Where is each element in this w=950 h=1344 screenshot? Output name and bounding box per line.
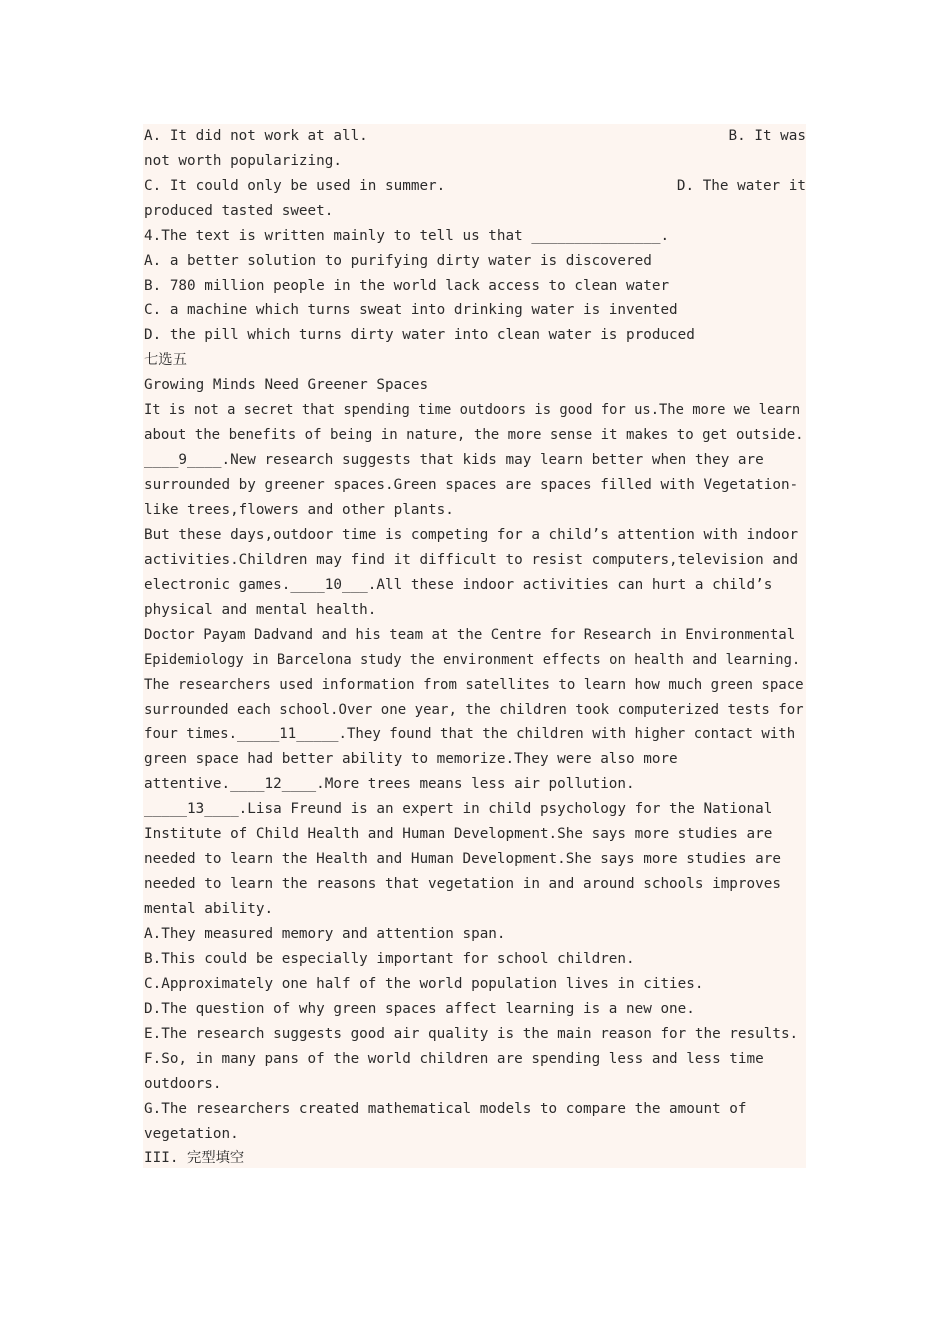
choice-g-cont: vegetation. bbox=[144, 1126, 239, 1142]
option-line: C. a machine which turns sweat into drinking water is invented bbox=[144, 302, 678, 318]
choice-f-cont: outdoors. bbox=[144, 1076, 222, 1092]
choice-c: C.Approximately one half of the world population lives in cities. bbox=[144, 976, 704, 992]
passage-line: attentive.____12____.More trees means less air pollution. bbox=[144, 776, 635, 792]
passage-line: like trees,flowers and other plants. bbox=[144, 502, 454, 518]
passage-line: about the benefits of being in nature, the more sense it makes to get outside. bbox=[144, 427, 804, 443]
option-row-cd bbox=[144, 174, 806, 199]
passage-line: The researchers used information from satellites to learn how much green space bbox=[144, 677, 804, 693]
passage-line: needed to learn the Health and Human Development.She says more studies are bbox=[144, 851, 781, 867]
text-line: not worth popularizing. bbox=[144, 153, 342, 169]
passage-line: It is not a secret that spending time outdoors is good for us.The more we learn bbox=[144, 402, 801, 418]
option-row-ab bbox=[144, 124, 806, 149]
passage-line: needed to learn the reasons that vegetation in and around schools improves bbox=[144, 876, 781, 892]
passage-line: surrounded each school.Over one year, the children took computerized tests for bbox=[144, 702, 804, 718]
passage-line: mental ability. bbox=[144, 901, 274, 917]
passage-line: surrounded by greener spaces.Green spaces are spaces filled with Vegetation- bbox=[144, 477, 799, 493]
section-heading: 七选五 bbox=[144, 352, 187, 368]
option-d: D. The water it bbox=[676, 178, 806, 194]
passage-line: green space had better ability to memorize.They were also more bbox=[144, 751, 678, 767]
choice-d: D.The question of why green spaces affect learning is a new one. bbox=[144, 1001, 695, 1017]
choice-a: A.They measured memory and attention span. bbox=[144, 926, 506, 942]
option-line: A. a better solution to purifying dirty water is discovered bbox=[144, 253, 652, 269]
passage-line: But these days,outdoor time is competing for a child’s attention with indoor bbox=[144, 527, 799, 543]
passage-line: ____9____.New research suggests that kids may learn better when they are bbox=[144, 452, 764, 468]
passage-line: physical and mental health. bbox=[144, 602, 377, 618]
choice-e: E.The research suggests good air quality is the main reason for the results. bbox=[144, 1026, 799, 1042]
section-heading: III. 完型填空 bbox=[144, 1150, 245, 1166]
choice-g: G.The researchers created mathematical models to compare the amount of bbox=[144, 1101, 747, 1117]
option-line: B. 780 million people in the world lack access to clean water bbox=[144, 278, 670, 294]
passage-line: Doctor Payam Dadvand and his team at the Centre for Research in Environmental bbox=[144, 627, 796, 643]
passage-line: Epidemiology in Barcelona study the environment effects on health and learning. bbox=[144, 652, 801, 668]
passage-line: activities.Children may find it difficult to resist computers,television and bbox=[144, 552, 799, 568]
passage-line: four times._____11_____.They found that the children with higher contact with bbox=[144, 726, 796, 742]
choice-b: B.This could be especially important for school children. bbox=[144, 951, 635, 967]
text-line: produced tasted sweet. bbox=[144, 203, 334, 219]
option-b: B. It was bbox=[728, 128, 806, 144]
passage-line: Institute of Child Health and Human Development.She says more studies are bbox=[144, 826, 773, 842]
question-4: 4.The text is written mainly to tell us that _______________. bbox=[144, 228, 670, 244]
passage-line: _____13____.Lisa Freund is an expert in child psychology for the National bbox=[144, 801, 773, 817]
option-line: D. the pill which turns dirty water into clean water is produced bbox=[144, 327, 695, 343]
passage-line: electronic games.____10___.All these indoor activities can hurt a child’s bbox=[144, 577, 773, 593]
option-c: C. It could only be used in summer. bbox=[144, 178, 446, 194]
choice-f: F.So, in many pans of the world children are spending less and less time bbox=[144, 1051, 764, 1067]
passage-title: Growing Minds Need Greener Spaces bbox=[144, 377, 429, 393]
document-page bbox=[143, 124, 806, 1168]
option-a: A. It did not work at all. bbox=[144, 128, 368, 144]
